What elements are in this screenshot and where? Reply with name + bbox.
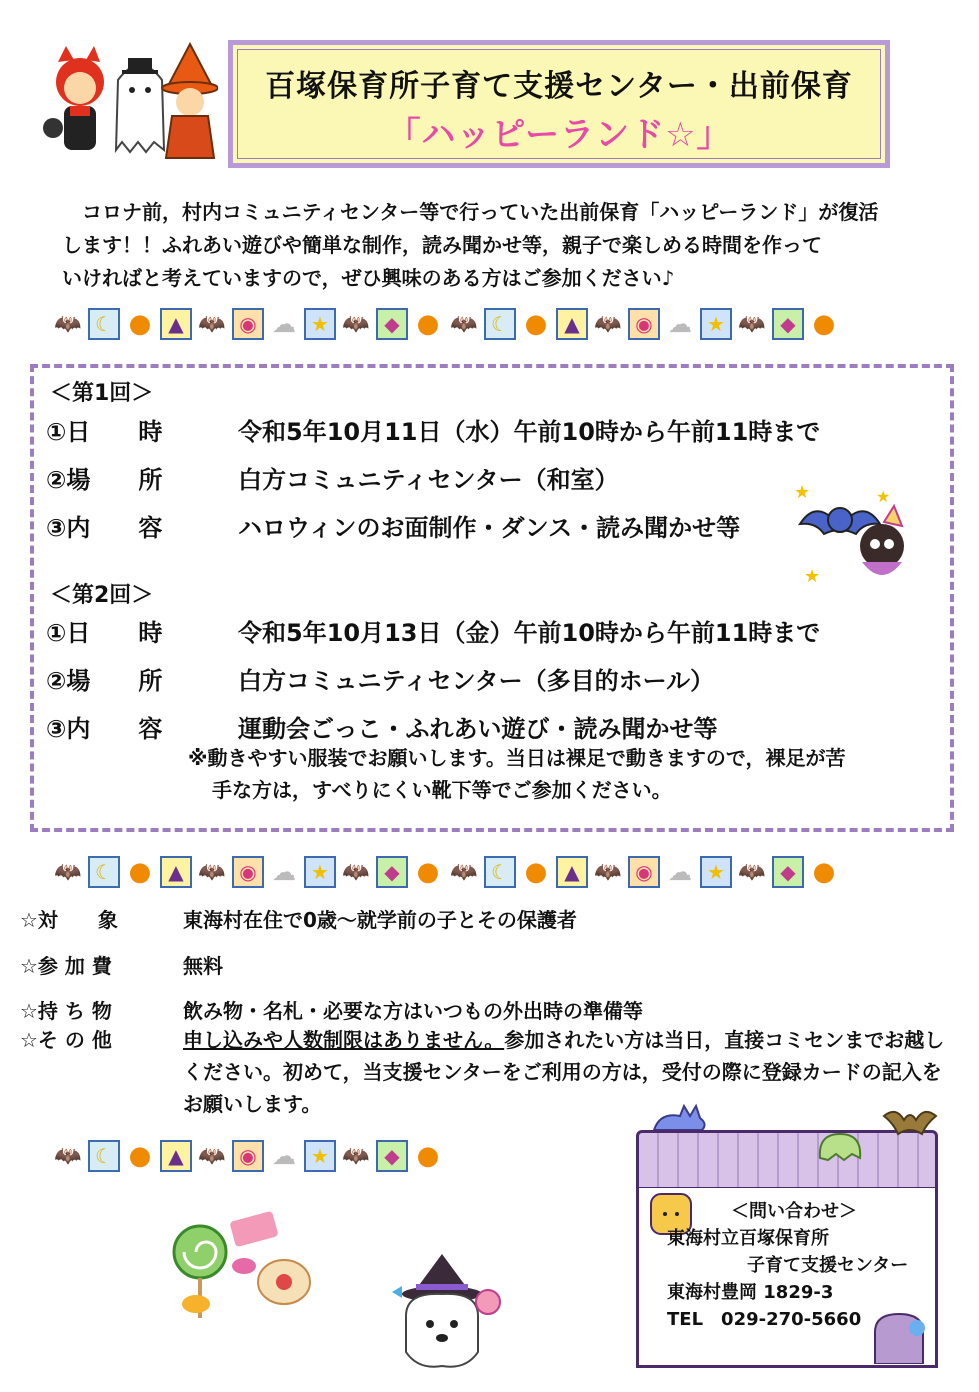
info-fee-row — [20, 950, 958, 982]
session-1-content-label: ③内 容 — [46, 514, 163, 542]
session-2-content-row — [46, 709, 718, 744]
session-1-place-row — [46, 460, 619, 495]
svg-text:★: ★ — [794, 482, 811, 503]
contact-org-1: 東海村立百塚保育所 — [667, 1228, 829, 1249]
moon-icon: ☾ — [88, 1140, 120, 1172]
info-items-row — [20, 995, 958, 1027]
bat-icon: 🦇 — [738, 311, 766, 337]
witch-hat-icon: ▲ — [556, 856, 588, 888]
info-other-label: ☆そ の 他 — [20, 1028, 112, 1052]
session-1-content-value: ハロウィンのお面制作・ダンス・読み聞かせ等 — [238, 514, 741, 542]
session-1-place-value: 白方コミュニティセンター（和室） — [238, 466, 619, 494]
candy-icon: ◉ — [232, 1140, 264, 1172]
wrapped-candy-icon: ◆ — [772, 308, 804, 340]
bat-and-cat-illustration — [792, 478, 920, 590]
bat-icon: 🦇 — [342, 1143, 370, 1169]
wrapped-candy-icon: ◆ — [376, 856, 408, 888]
house-roof — [636, 1130, 938, 1190]
contact-address: 東海村豊岡 1829-3 — [667, 1282, 834, 1303]
bat-icon: 🦇 — [342, 311, 370, 337]
session-2-content-label: ③内 容 — [46, 715, 163, 743]
contact-org-2: 子育て支援センター — [747, 1255, 909, 1276]
info-other-underlined: 申し込みや人数制限はありません。 — [183, 1028, 505, 1052]
pumpkin-icon: ● — [416, 857, 440, 887]
bat-icon: 🦇 — [738, 859, 766, 885]
session-1-date-label: ①日 時 — [46, 418, 163, 446]
info-items-value: 飲み物・名札・必要な方はいつもの外出時の準備等 — [183, 999, 643, 1023]
witch-hat-icon: ▲ — [556, 308, 588, 340]
green-ghost-icon — [814, 1128, 864, 1164]
info-fee-value: 無料 — [183, 954, 223, 978]
page-title: 百塚保育所子育て支援センター・出前保育 — [265, 69, 853, 104]
wrapped-candy-icon: ◆ — [376, 1140, 408, 1172]
house-wall — [636, 1188, 938, 1368]
info-items-label: ☆持 ち 物 — [20, 999, 112, 1023]
session-2-note-line-1: ※動きやすい服装でお願いします。当日は裸足で動きますので，裸足が苦 — [188, 746, 846, 770]
moon-icon: ☾ — [88, 856, 120, 888]
intro-line-2: します！！ふれあい遊びや簡単な制作，読み聞かせ等，親子で楽しめる時間を作って — [62, 233, 822, 257]
bat-icon: 🦇 — [54, 1143, 82, 1169]
ghost-icon: ☁ — [272, 858, 296, 886]
witch-hat-icon: ▲ — [160, 856, 192, 888]
star-icon: ★ — [304, 856, 336, 888]
star-icon: ★ — [304, 1140, 336, 1172]
ghost-icon: ☁ — [668, 310, 692, 338]
star-icon: ★ — [700, 308, 732, 340]
info-fee-label: ☆参 加 費 — [20, 954, 112, 978]
bat-icon: 🦇 — [198, 859, 226, 885]
bat-icon: 🦇 — [594, 859, 622, 885]
pumpkin-icon: ● — [416, 1141, 440, 1171]
ghost-icon: ☁ — [272, 310, 296, 338]
bat-icon: 🦇 — [450, 859, 478, 885]
title-box — [228, 40, 890, 168]
info-other-rest: 参加されたい方は当日，直接コミセンまでお越しください。初めて，当支援センターをご利用の方は，受付の際に登録カードの記入をお願いします。 — [183, 1028, 945, 1116]
bat-icon: 🦇 — [342, 859, 370, 885]
ghost-icon: ☁ — [272, 1142, 296, 1170]
wrapped-candy-icon: ◆ — [376, 308, 408, 340]
star-icon: ★ — [304, 308, 336, 340]
session-2-heading: ＜第2回＞ — [50, 583, 154, 608]
session-2-place-row — [46, 661, 714, 696]
session-2-place-label: ②場 所 — [46, 667, 163, 695]
ghost-icon: ☁ — [668, 858, 692, 886]
session-2-date-value: 令和5年10月13日（金）午前10時から午前11時まで — [238, 619, 821, 647]
moon-icon: ☾ — [484, 856, 516, 888]
info-target-row — [20, 904, 958, 936]
session-1-content-row — [46, 508, 740, 543]
info-target-value: 東海村在住で0歳～就学前の子とその保護者 — [183, 908, 577, 932]
candy-icon: ◉ — [232, 308, 264, 340]
bat-icon: 🦇 — [54, 311, 82, 337]
session-2-date-label: ①日 時 — [46, 619, 163, 647]
session-2-place-value: 白方コミュニティセンター（多目的ホール） — [238, 667, 715, 695]
candy-icon: ◉ — [628, 308, 660, 340]
session-1-date-value: 令和5年10月11日（水）午前10時から午前11時まで — [238, 418, 821, 446]
halloween-garland-middle — [52, 852, 952, 892]
event-name: 「ハッピーランド☆」 — [386, 115, 732, 155]
witch-hat-icon: ▲ — [160, 308, 192, 340]
wrapped-candy-icon: ◆ — [772, 856, 804, 888]
ghost-witch-illustration — [386, 1252, 502, 1372]
svg-text:★: ★ — [804, 566, 821, 587]
session-1-date-row — [46, 412, 820, 447]
intro-line-3: いければと考えていますので，ぜひ興味のある方はご参加ください♪ — [62, 266, 675, 290]
halloween-garland-bottom — [52, 1136, 592, 1176]
halloween-garland-top — [52, 304, 952, 344]
door-icon — [871, 1312, 927, 1364]
moon-icon: ☾ — [88, 308, 120, 340]
session-1-place-label: ②場 所 — [46, 466, 163, 494]
svg-text:★: ★ — [876, 487, 891, 506]
contact-tel: TEL 029-270-5660 — [667, 1309, 862, 1330]
cat-on-roof-icon — [650, 1102, 710, 1132]
contact-heading: ＜問い合わせ＞ — [731, 1201, 857, 1222]
intro-line-1: コロナ前，村内コミュニティセンター等で行っていた出前保育「ハッピーランド」が復活 — [62, 200, 879, 224]
pumpkin-icon: ● — [524, 309, 548, 339]
session-2-note-line-2: 手な方は，すべりにくい靴下等でご参加ください。 — [212, 778, 672, 802]
witch-hat-icon: ▲ — [160, 1140, 192, 1172]
candy-icon: ◉ — [232, 856, 264, 888]
pumpkin-icon: ● — [812, 857, 836, 887]
pumpkin-icon: ● — [812, 309, 836, 339]
session-2-content-value: 運動会ごっこ・ふれあい遊び・読み聞かせ等 — [238, 715, 718, 743]
pumpkin-icon: ● — [128, 1141, 152, 1171]
bat-roof-icon — [882, 1106, 938, 1136]
bat-icon: 🦇 — [54, 859, 82, 885]
pumpkin-icon: ● — [524, 857, 548, 887]
pumpkin-icon: ● — [128, 309, 152, 339]
halloween-kids-illustration — [40, 40, 218, 165]
contact-house — [636, 1102, 938, 1368]
session-2-date-row — [46, 613, 820, 648]
bat-icon: 🦇 — [594, 311, 622, 337]
bat-icon: 🦇 — [450, 311, 478, 337]
bat-icon: 🦇 — [198, 1143, 226, 1169]
info-target-label: ☆対 象 — [20, 908, 118, 932]
pumpkin-icon: ● — [128, 857, 152, 887]
candy-illustration — [166, 1208, 316, 1320]
bat-icon: 🦇 — [198, 311, 226, 337]
moon-icon: ☾ — [484, 308, 516, 340]
star-icon: ★ — [700, 856, 732, 888]
pumpkin-icon: ● — [416, 309, 440, 339]
candy-icon: ◉ — [628, 856, 660, 888]
session-1-heading: ＜第1回＞ — [50, 381, 154, 406]
